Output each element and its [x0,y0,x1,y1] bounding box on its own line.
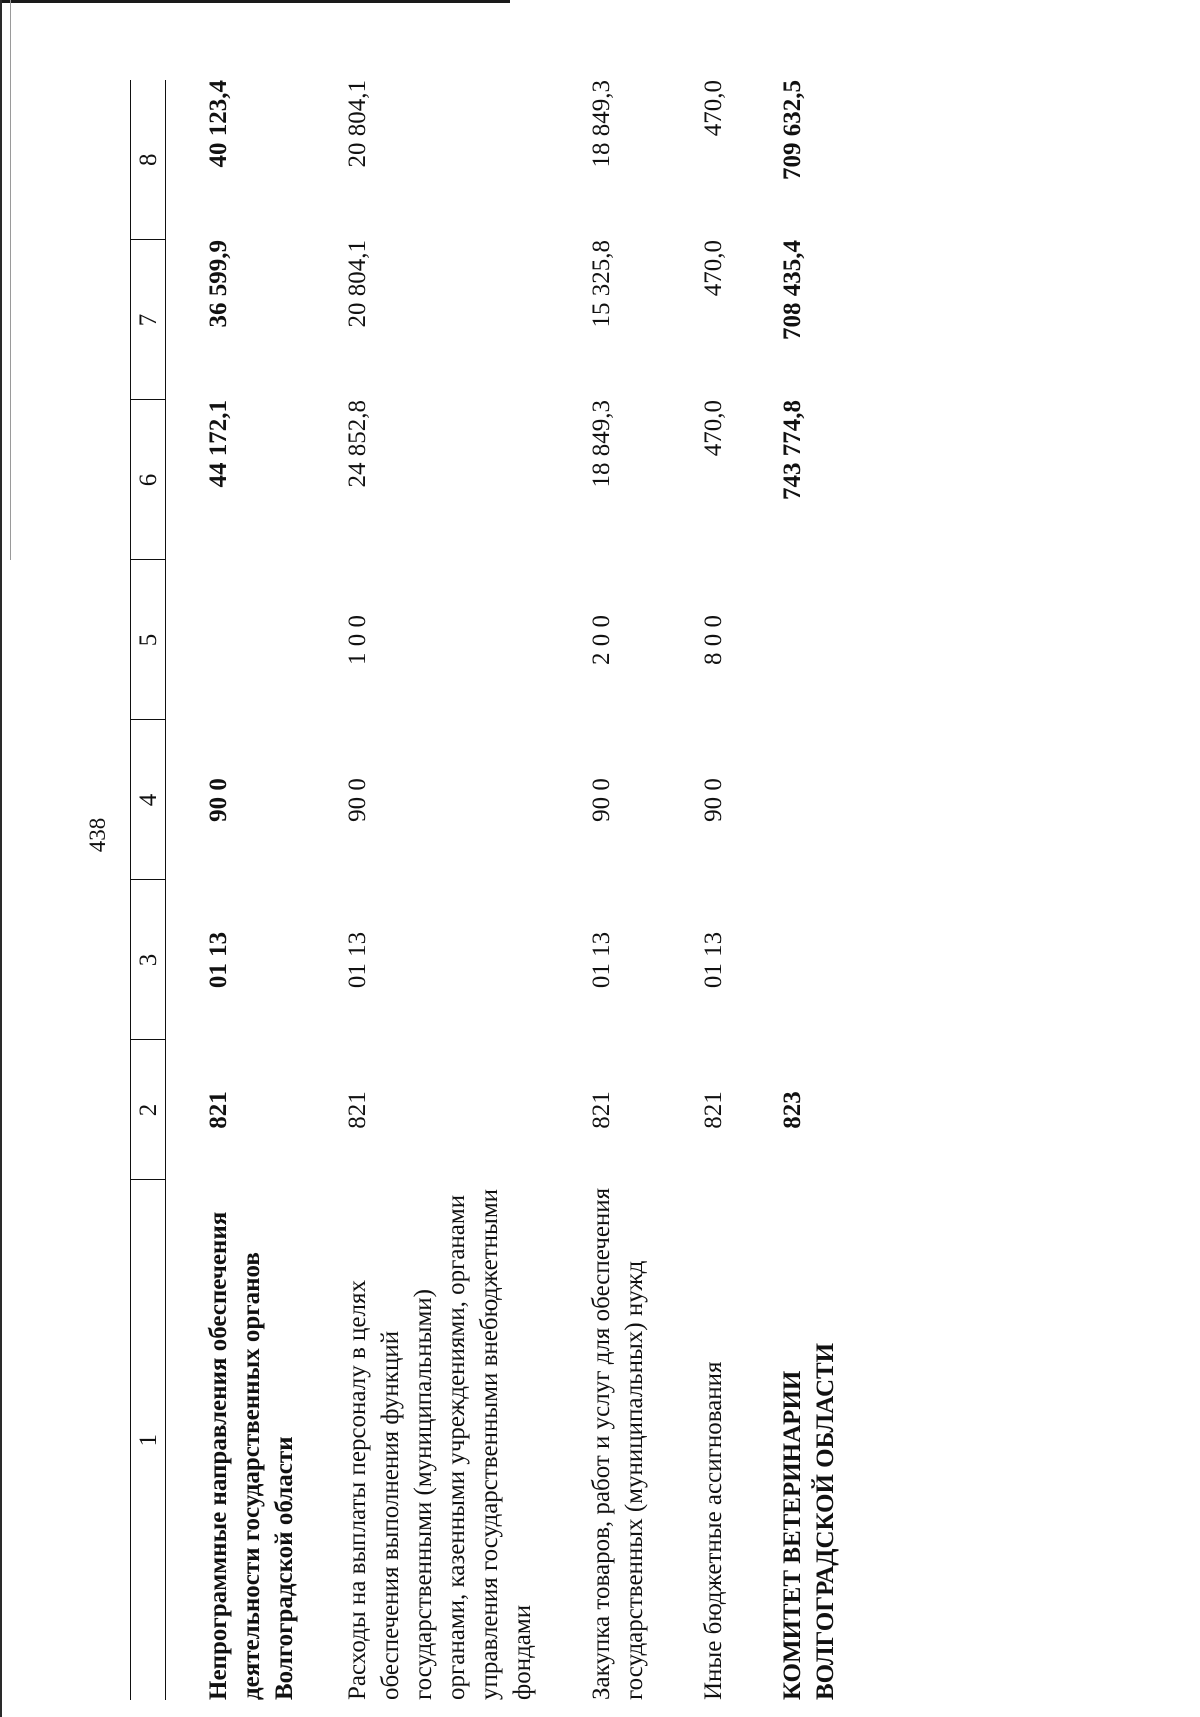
cell-type [776,560,852,720]
cell-type: 8 0 0 [700,615,727,665]
cell-code: 821 [344,1091,371,1129]
cell-amount-8: 40 123,4 [205,80,232,168]
table-row [585,80,697,1700]
row-name: Расходы на выплаты персоналу в целях обеспечения выполнения функций государственными (муниципальными) органами, казенными учреждениями, органами управления государственными внебюджетными фондами [344,1188,536,1700]
header-cell: 5 [131,560,166,720]
header-row [131,80,166,1700]
row-name: Непрограммные направления обеспечения деятельности государственных органов Волгоградской области [205,1211,298,1700]
cell-section: 01 13 [700,931,727,989]
row-name: КОМИТЕТ ВЕТЕРИНАРИИ ВОЛГОГРАДСКОЙ ОБЛАСТИ [779,1342,839,1700]
cell-target: 90 0 [205,778,232,822]
table-row [341,80,585,1700]
row-name: Иные бюджетные ассигнования [700,1361,727,1700]
header-cell: 3 [131,880,166,1040]
cell-target [776,720,852,880]
cell-section: 01 13 [205,931,232,989]
budget-table [130,80,852,1700]
cell-amount-7: 20 804,1 [344,240,371,328]
cell-type: 2 0 0 [588,615,615,665]
scan-edge-left-inner [10,0,11,560]
cell-code: 821 [588,1091,615,1129]
cell-amount-6: 44 172,1 [205,400,232,488]
cell-amount-8: 18 849,3 [588,80,615,168]
cell-type: 1 0 0 [344,615,371,665]
cell-amount-8: 20 804,1 [344,80,371,168]
cell-amount-6: 24 852,8 [344,400,371,488]
table-row [776,80,852,1700]
header-cell: 2 [131,1040,166,1180]
cell-target: 90 0 [344,778,371,822]
table-row [697,80,776,1700]
cell-section [776,880,852,1040]
cell-amount-7: 36 599,9 [205,240,232,328]
cell-amount-6: 743 774,8 [779,400,806,500]
cell-type [166,560,342,720]
table-row [166,80,342,1700]
scan-edge-left [0,0,2,1717]
cell-amount-7: 708 435,4 [779,240,806,340]
header-cell: 1 [131,1180,166,1700]
scan-edge-top [0,0,510,3]
cell-section: 01 13 [588,931,615,989]
cell-amount-7: 470,0 [700,240,727,297]
rotated-page [85,10,1170,1700]
header-cell: 8 [131,80,166,240]
header-cell: 7 [131,240,166,400]
cell-amount-8: 709 632,5 [779,80,806,180]
cell-amount-7: 15 325,8 [588,240,615,328]
cell-section: 01 13 [344,931,371,989]
cell-amount-8: 470,0 [700,80,727,137]
cell-code: 821 [205,1091,232,1129]
cell-target: 90 0 [700,778,727,822]
row-name: Закупка товаров, работ и услуг для обеспечения государственных (муниципальных) нужд [588,1187,648,1700]
cell-amount-6: 18 849,3 [588,400,615,488]
cell-target: 90 0 [588,778,615,822]
header-cell: 4 [131,720,166,880]
cell-code: 823 [779,1091,806,1129]
page-number: 438 [85,817,110,853]
cell-amount-6: 470,0 [700,400,727,457]
cell-code: 821 [700,1091,727,1129]
header-cell: 6 [131,400,166,560]
